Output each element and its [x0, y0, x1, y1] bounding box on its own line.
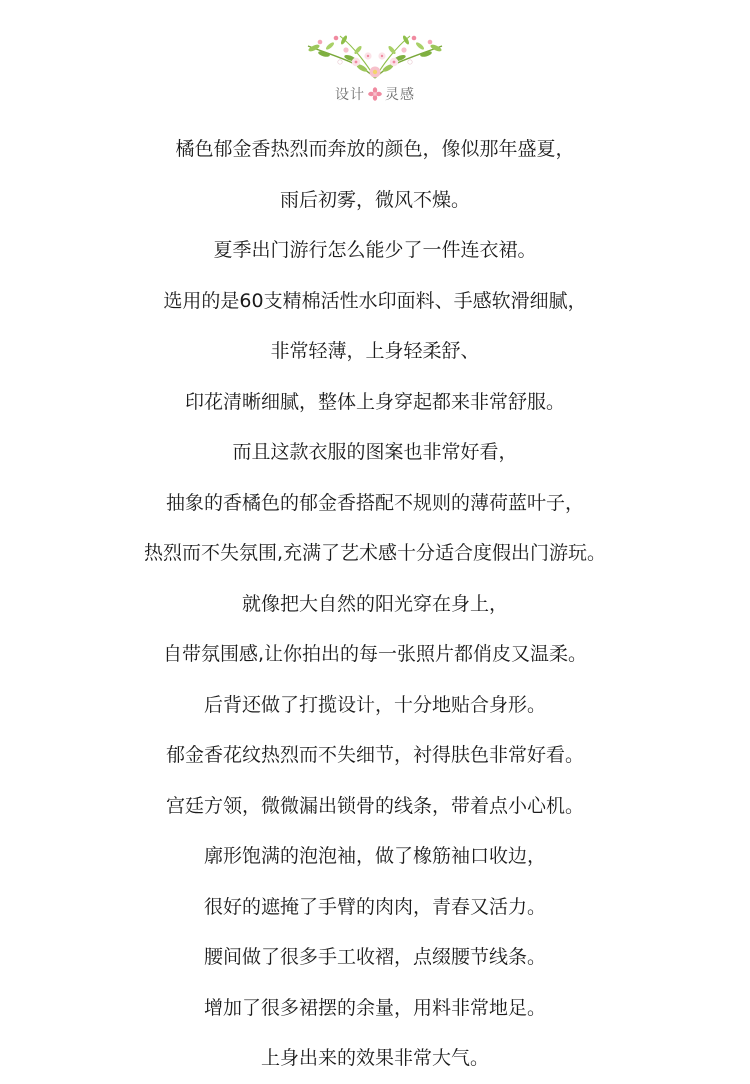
text-line-9: 热烈而不失氛围,充满了艺术感十分适合度假出门游玩。	[143, 542, 607, 564]
text-line-15: 廓形饱满的泡泡袖，做了橡筋袖口收边，	[203, 845, 546, 867]
text-line-18: 增加了很多裙摆的余量，用料非常地足。	[203, 996, 546, 1019]
text-line-19: 上身出来的效果非常大气。	[260, 1047, 489, 1069]
text-line-6: 印花清晰细腻，整体上身穿起都来非常舒服。	[184, 390, 565, 413]
header-caption-right: 灵感	[385, 87, 415, 103]
text-line-8: 抽象的香橘色的郁金香搭配不规则的薄荷蓝叶子，	[165, 491, 584, 514]
description-text	[0, 124, 750, 1084]
header-caption-left: 设计	[335, 87, 365, 103]
text-line-2: 雨后初雾，微风不燥。	[279, 188, 470, 211]
text-line-12: 后背还做了打揽设计，十分地贴合身形。	[203, 693, 546, 716]
text-line-10: 就像把大自然的阳光穿在身上，	[241, 592, 508, 615]
text-line-3: 夏季出门游行怎么能少了一件连衣裙。	[213, 239, 537, 261]
text-line-11: 自带氛围感,让你拍出的每一张照片都俏皮又温柔。	[162, 643, 588, 665]
text-line-14: 宫廷方领，微微漏出锁骨的线条，带着点小心机。	[165, 794, 584, 817]
text-line-4: 选用的是60支精棉活性水印面料、手感软滑细腻，	[163, 289, 587, 312]
text-line-5: 非常轻薄，上身轻柔舒、	[270, 340, 480, 362]
floral-garland-icon	[300, 28, 450, 84]
text-line-16: 很好的遮掩了手臂的肉肉，青春又活力。	[203, 895, 546, 918]
pink-flower-icon	[368, 87, 382, 101]
text-line-17: 腰间做了很多手工收褶，点缀腰节线条。	[203, 946, 546, 968]
header-decoration	[0, 28, 750, 108]
header-caption	[0, 84, 750, 104]
text-line-13: 郁金香花纹热烈而不失细节，衬得肤色非常好看。	[165, 744, 584, 766]
text-line-7: 而且这款衣服的图案也非常好看，	[232, 441, 518, 463]
text-line-1: 橘色郁金香热烈而奔放的颜色，像似那年盛夏，	[175, 138, 575, 160]
